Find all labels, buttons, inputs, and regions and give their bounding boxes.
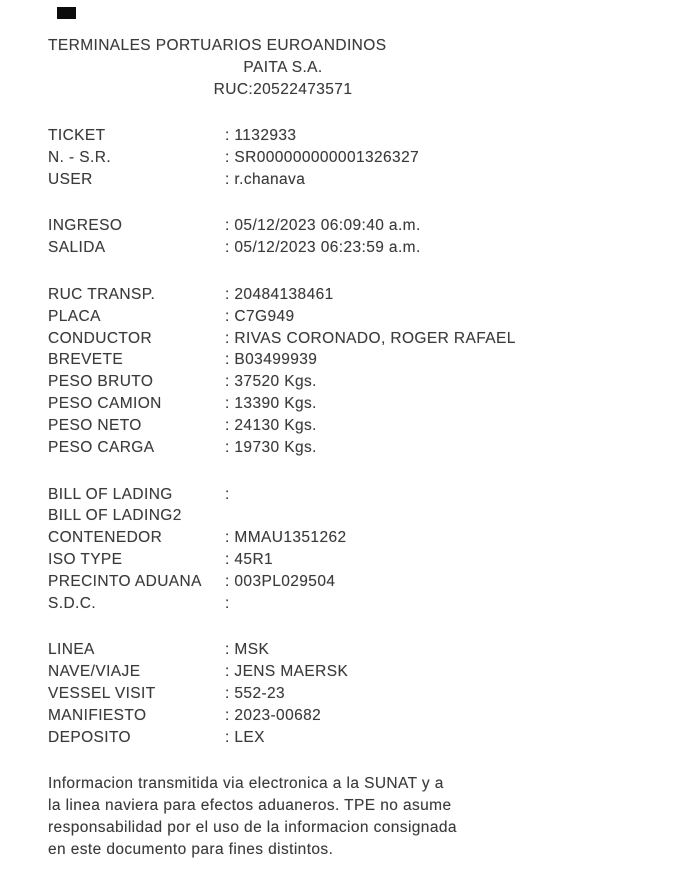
field-label: ISO TYPE — [48, 551, 123, 569]
field-value: : MMAU1351262 — [225, 529, 347, 547]
legal-note-line: la linea naviera para efectos aduaneros. TPE no asume — [48, 797, 452, 815]
weigh-ticket-document — [48, 35, 518, 861]
field-value: : MSK — [225, 641, 270, 659]
field-value: : 24130 Kgs. — [225, 417, 317, 435]
field-label: USER — [48, 171, 93, 189]
company-name-secondary: PAITA S.A. — [243, 58, 323, 76]
field-value: : 552-23 — [225, 685, 286, 703]
ticket-fields — [48, 125, 518, 749]
section-transport-weights — [48, 284, 518, 459]
field-row — [48, 661, 518, 683]
field-label: S.D.C. — [48, 595, 97, 613]
field-row — [48, 437, 518, 459]
field-row — [48, 484, 518, 506]
field-value: : — [225, 595, 230, 613]
field-value: : 13390 Kgs. — [225, 395, 317, 413]
field-label: CONTENEDOR — [48, 529, 163, 547]
field-row — [48, 371, 518, 393]
field-label: INGRESO — [48, 217, 123, 235]
company-ruc: RUC:20522473571 — [213, 80, 353, 98]
field-row — [48, 549, 518, 571]
field-row — [48, 505, 518, 527]
section-gate-times — [48, 215, 518, 259]
field-label: PLACA — [48, 307, 101, 325]
field-label: PRECINTO ADUANA — [48, 573, 202, 591]
company-name: TERMINALES PORTUARIOS EUROANDINOS — [48, 37, 387, 54]
field-value: : 20484138461 — [225, 285, 334, 303]
field-row — [48, 349, 518, 371]
field-label: PESO NETO — [48, 417, 142, 435]
field-label: PESO CAMION — [48, 395, 162, 413]
field-value: : 45R1 — [225, 551, 274, 569]
field-row — [48, 593, 518, 615]
legal-note — [48, 773, 518, 861]
field-value: : JENS MAERSK — [225, 663, 349, 681]
field-row — [48, 215, 518, 237]
field-value: : 1132933 — [225, 127, 297, 145]
field-row — [48, 237, 518, 259]
field-value: : RIVAS CORONADO, ROGER RAFAEL — [225, 329, 516, 347]
field-row — [48, 571, 518, 593]
field-label: PESO CARGA — [48, 439, 155, 457]
field-row — [48, 705, 518, 727]
field-value: : r.chanava — [225, 171, 306, 189]
field-value: : 05/12/2023 06:23:59 a.m. — [225, 239, 421, 257]
field-label: N. - S.R. — [48, 149, 112, 167]
field-row — [48, 639, 518, 661]
section-vessel-info — [48, 639, 518, 749]
field-row — [48, 306, 518, 328]
section-ticket-info — [48, 125, 518, 191]
field-value: : 05/12/2023 06:09:40 a.m. — [225, 217, 421, 235]
printer-mark — [57, 7, 76, 19]
field-row — [48, 147, 518, 169]
field-value: : 19730 Kgs. — [225, 439, 317, 457]
field-label: DEPOSITO — [48, 729, 132, 747]
field-row — [48, 683, 518, 705]
field-label: PESO BRUTO — [48, 373, 154, 391]
field-label: CONDUCTOR — [48, 329, 153, 347]
field-label: TICKET — [48, 127, 106, 145]
field-label: BILL OF LADING2 — [48, 507, 182, 525]
field-row — [48, 284, 518, 306]
field-label: SALIDA — [48, 239, 106, 257]
field-label: BILL OF LADING — [48, 485, 173, 503]
field-value: : 2023-00682 — [225, 707, 322, 725]
field-row — [48, 527, 518, 549]
legal-note-line: Informacion transmitida via electronica a la SUNAT y a — [48, 775, 444, 793]
field-label: MANIFIESTO — [48, 707, 147, 725]
field-row — [48, 727, 518, 749]
field-row — [48, 415, 518, 437]
field-row — [48, 328, 518, 350]
field-row — [48, 169, 518, 191]
field-value: : LEX — [225, 729, 265, 747]
field-value: : 37520 Kgs. — [225, 373, 317, 391]
field-label: BREVETE — [48, 351, 124, 369]
field-value — [225, 505, 518, 527]
field-row — [48, 393, 518, 415]
field-value: : — [225, 485, 230, 503]
legal-note-line: responsabilidad por el uso de la informacion consignada — [48, 819, 457, 837]
field-label: NAVE/VIAJE — [48, 663, 141, 681]
field-label: RUC TRANSP. — [48, 285, 156, 303]
field-label: LINEA — [48, 641, 95, 659]
field-value: : B03499939 — [225, 351, 318, 369]
field-value: : 003PL029504 — [225, 573, 336, 591]
legal-note-line: en este documento para fines distintos. — [48, 841, 334, 859]
field-value: : C7G949 — [225, 307, 295, 325]
field-label: VESSEL VISIT — [48, 685, 156, 703]
field-row — [48, 125, 518, 147]
section-cargo-info — [48, 484, 518, 615]
field-value: : SR000000000001326327 — [225, 149, 420, 167]
